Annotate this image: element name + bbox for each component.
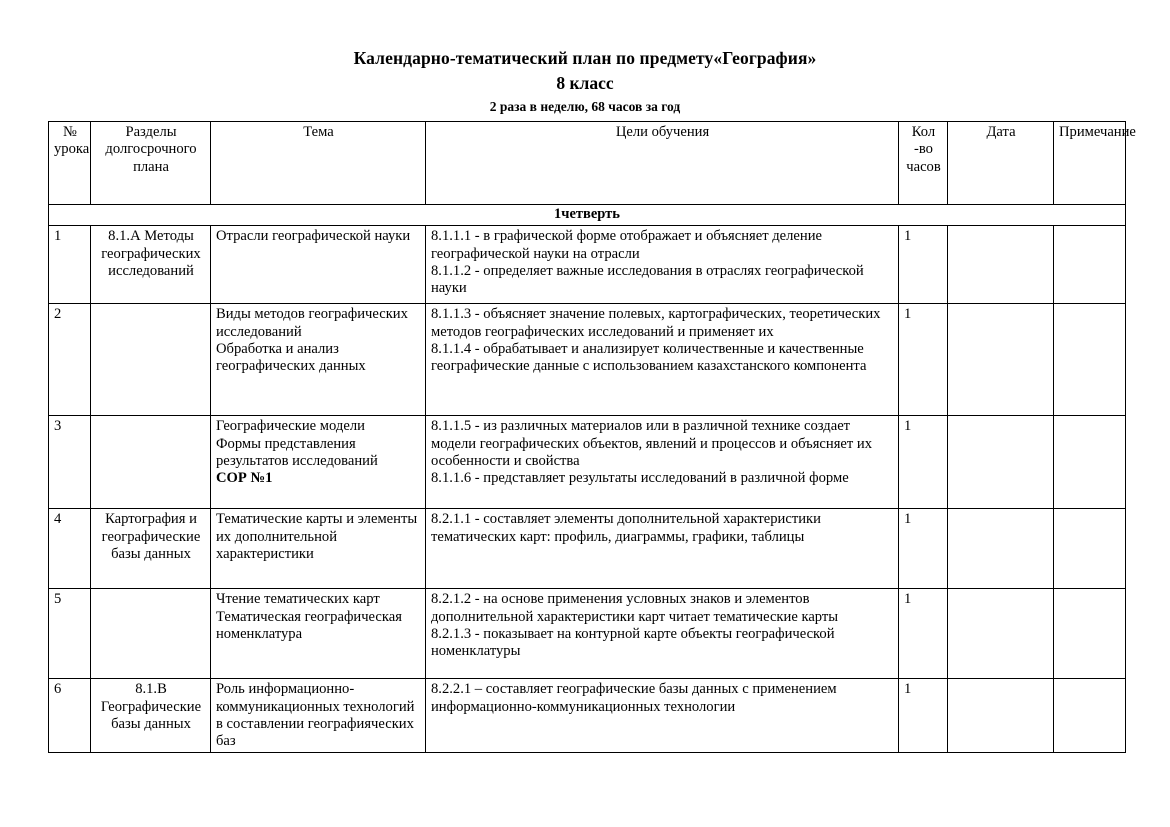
cell-lesson-number: 6 (49, 679, 91, 753)
quarter-label: 1четверть (49, 205, 1126, 226)
cell-lesson-number: 1 (49, 226, 91, 304)
cell-theme: Виды методов географических исследований Обработка и анализ географических данных (211, 304, 426, 416)
page-title: Календарно-тематический план по предмету«География» (353, 48, 817, 68)
cell-goals: 8.1.1.3 - объясняет значение полевых, картографических, теоретических методов географических исследований и применяет их 8.1.1.4 - обрабатывает и анализирует количественные и качественные географические данные с использованием казахстанского компонента (426, 304, 899, 416)
cell-hours: 1 (899, 679, 948, 753)
column-header-goals: Цели обучения (426, 122, 899, 205)
table-row (49, 304, 1126, 416)
cell-theme: Тематические карты и элементы их дополнительной характеристики (211, 509, 426, 589)
cell-lesson-number: 2 (49, 304, 91, 416)
cell-theme: Чтение тематических карт Тематическая географическая номенклатура (211, 589, 426, 679)
cell-section: 8.1.В Географические базы данных (91, 679, 211, 753)
cell-section: 8.1.А Методы географических исследований (91, 226, 211, 304)
table-row (49, 509, 1126, 589)
cell-lesson-number: 3 (49, 416, 91, 509)
document-header (0, 0, 1170, 115)
table-header-row (49, 122, 1136, 205)
cell-lesson-number: 4 (49, 509, 91, 589)
table-row (49, 679, 1126, 753)
cell-hours: 1 (899, 304, 948, 416)
hours-subtitle: 2 раза в неделю, 68 часов за год (489, 98, 681, 114)
table-body (49, 205, 1126, 753)
cell-note[interactable] (1054, 589, 1126, 679)
cell-goals: 8.1.1.1 - в графической форме отображает и объясняет деление географической науки на отрасли 8.1.1.2 - определяет важные исследования в отраслях географической науки (426, 226, 899, 304)
cell-date[interactable] (948, 226, 1054, 304)
cell-section: Картография и географические базы данных (91, 509, 211, 589)
cell-note[interactable] (1054, 304, 1126, 416)
cell-date[interactable] (948, 416, 1054, 509)
cell-date[interactable] (948, 509, 1054, 589)
cell-note[interactable] (1054, 679, 1126, 753)
table-row (49, 589, 1126, 679)
cell-goals: 8.2.1.2 - на основе применения условных знаков и элементов дополнительной характеристики карт читает тематические карты 8.2.1.3 - показывает на контурной карте объекты географической номенклатуры (426, 589, 899, 679)
cell-hours: 1 (899, 509, 948, 589)
cell-theme: Географические модели Формы представления результатов исследований СОР №1 (211, 416, 426, 509)
cell-section (91, 416, 211, 509)
cell-date[interactable] (948, 304, 1054, 416)
cell-section (91, 304, 211, 416)
cell-note[interactable] (1054, 416, 1126, 509)
column-header-section: Разделы долгосрочного плана (91, 122, 211, 205)
column-header-hours: Кол -во часов (899, 122, 948, 205)
column-header-lesson-number: № урока (49, 122, 91, 205)
quarter-section-row (49, 205, 1126, 226)
cell-section (91, 589, 211, 679)
cell-goals: 8.2.2.1 – составляет географические базы данных с применением информационно-коммуникационных технологии (426, 679, 899, 753)
cell-goals: 8.2.1.1 - составляет элементы дополнительной характеристики тематических карт: профиль, диаграммы, графики, таблицы (426, 509, 899, 589)
calendar-thematic-plan-table (48, 121, 1136, 753)
grade-subtitle: 8 класс (556, 72, 614, 93)
table-row (49, 226, 1126, 304)
column-header-theme: Тема (211, 122, 426, 205)
cell-hours: 1 (899, 226, 948, 304)
cell-hours: 1 (899, 416, 948, 509)
column-header-note: Примечание (1054, 122, 1126, 205)
cell-goals: 8.1.1.5 - из различных материалов или в различной технике создает модели географических объектов, явлений и процессов и объясняет их особенности и свойства 8.1.1.6 - представляет результаты исследований в различной форме (426, 416, 899, 509)
cell-date[interactable] (948, 679, 1054, 753)
cell-hours: 1 (899, 589, 948, 679)
cell-note[interactable] (1054, 226, 1126, 304)
cell-date[interactable] (948, 589, 1054, 679)
cell-note[interactable] (1054, 509, 1126, 589)
table-row (49, 416, 1126, 509)
cell-theme: Роль информационно-коммуникационных технологий в составлении географияческих баз (211, 679, 426, 753)
cell-theme: Отрасли географической науки (211, 226, 426, 304)
column-header-date: Дата (948, 122, 1054, 205)
cell-lesson-number: 5 (49, 589, 91, 679)
